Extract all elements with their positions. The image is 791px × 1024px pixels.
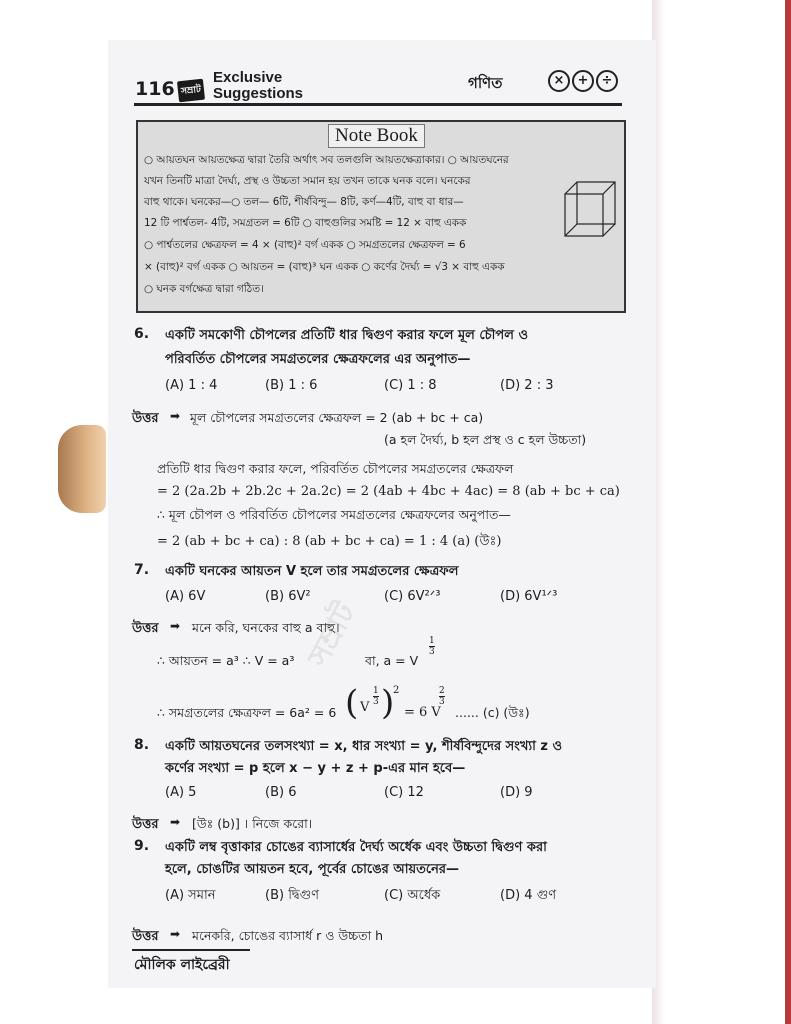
q7-option-c: (C) 6V²ᐟ³ [384, 589, 441, 604]
q9-answer-label: উত্তর [132, 929, 159, 944]
q7-answer-1: মনে করি, ঘনকের বাহু a বাহু। [192, 620, 340, 635]
frac-den: 3 [439, 697, 445, 707]
q8-text-2: কর্ণের সংখ্যা = p হলে x − y + z + p-এর মান হবে— [165, 761, 466, 776]
note-line: × (বাহু)² বর্গ একক ○ আয়তন = (বাহু)³ ঘন একক ○ কর্ণের দৈর্ঘ্য = √3 × বাহু একক [144, 261, 505, 273]
arrow-icon: ➡ [170, 619, 181, 633]
page-number: 116 [135, 78, 175, 100]
times-icon: × [548, 70, 570, 92]
q7-answer-3c: ...... (c) (উঃ) [455, 705, 530, 720]
q9-number: 9. [134, 838, 150, 854]
note-line: যখন তিনটি মাত্রা দৈর্ঘ্য, প্রস্থ ও উচ্চতা সমান হয় তখন তাকে ঘনক বলে। ঘনকের [144, 175, 471, 187]
watermark: সম্রাট [301, 597, 364, 673]
q8-option-b: (B) 6 [265, 785, 297, 800]
q8-option-a: (A) 5 [165, 785, 197, 800]
header-rule [134, 103, 622, 106]
q7-twothird-exponent [439, 686, 445, 707]
q7-option-b: (B) 6V² [265, 589, 311, 604]
q7-answer-3a: ∴ সমগ্রতলের ক্ষেত্রফল = 6a² = 6 [157, 705, 337, 720]
q6-answer-label: উত্তর [132, 411, 159, 426]
q6-option-c: (C) 1 : 8 [384, 378, 437, 393]
note-line: বাহু থাকে। ঘনকের—○ তল— 6টি, শীর্ষবিন্দু— 8টি, কর্ণ—4টি, বাহু বা ধার— [144, 196, 464, 208]
note-line: ○ আয়তঘন আয়তক্ষেত্র দ্বারা তৈরি অর্থাৎ সব তলগুলি আয়তক্ষেত্রাকার। ○ আয়তঘনের [144, 154, 509, 166]
q7-exponent-fraction [429, 636, 435, 657]
subject-title: গণিত [468, 74, 503, 92]
q9-option-b: (B) দ্বিগুণ [265, 888, 320, 903]
paren-open: ( [345, 683, 359, 723]
q7-answer-label: উত্তর [132, 621, 159, 636]
frac-num: 1 [429, 636, 435, 646]
q6-answer-6: = 2 (ab + bc + ca) : 8 (ab + bc + ca) = 1 : 4 (a) (উঃ) [157, 534, 502, 549]
q7-square: 2 [393, 685, 400, 696]
q9-option-d: (D) 4 গুণ [500, 888, 557, 903]
q7-option-d: (D) 6V¹ᐟ³ [500, 589, 558, 604]
page-edge [652, 0, 791, 1024]
arrow-icon: ➡ [170, 815, 181, 829]
q7-option-a: (A) 6V [165, 589, 206, 604]
q6-answer-5: ∴ মূল চৌপল ও পরিবর্তিত চৌপলের সমগ্রতলের ক্ষেত্রফলের অনুপাত— [157, 507, 511, 522]
paren-close: ) [381, 683, 395, 723]
q6-answer-1: মূল চৌপলের সমগ্রতলের ক্ষেত্রফল = 2 (ab + bc + ca) [190, 410, 484, 425]
thumb [58, 425, 106, 513]
note-line: ○ ঘনক বর্গক্ষেত্র দ্বারা গঠিত। [144, 283, 264, 295]
frac-den: 3 [373, 697, 379, 707]
q6-option-d: (D) 2 : 3 [500, 378, 554, 393]
divide-icon: ÷ [596, 70, 618, 92]
q6-number: 6. [134, 326, 150, 342]
q7-answer-2b: বা, a = V [365, 653, 419, 668]
q8-answer-1: [উঃ (b)] । নিজে করো। [192, 816, 313, 831]
q7-number: 7. [134, 562, 150, 578]
q8-number: 8. [134, 737, 150, 753]
book-cover-edge [785, 0, 791, 1024]
q9-text-1: একটি লম্ব বৃত্তাকার চোঙের ব্যাসার্ধের দৈর্ঘ্য অর্ধেক এবং উচ্চতা দ্বিগুণ করা [165, 840, 547, 855]
q6-option-b: (B) 1 : 6 [265, 378, 318, 393]
frac-num: 2 [439, 686, 445, 696]
frac-num: 1 [373, 686, 379, 696]
q6-answer-4: = 2 (2a.2b + 2b.2c + 2a.2c) = 2 (4ab + 4bc + 4ac) = 8 (ab + bc + ca) [157, 484, 620, 499]
q8-option-c: (C) 12 [384, 785, 424, 800]
q6-option-a: (A) 1 : 4 [165, 378, 218, 393]
q7-answer-3b: = 6 V [404, 705, 441, 720]
q8-option-d: (D) 9 [500, 785, 533, 800]
note-line: 12 টি পার্শ্বতল- 4টি, সমগ্রতল = 6টি ○ বাহুগুলির সমষ্টি = 12 × বাহু একক [144, 217, 467, 229]
frac-den: 3 [429, 647, 435, 657]
q9-option-c: (C) অর্ধেক [384, 888, 441, 903]
q8-text-1: একটি আয়তঘনের তলসংখ্যা = x, ধার সংখ্যা = y, শীর্ষবিন্দুদের সংখ্যা z ও [165, 739, 563, 754]
q6-text-2: পরিবর্তিত চৌপলের সমগ্রতলের ক্ষেত্রফলের এর অনুপাত— [165, 352, 471, 367]
plus-icon: + [572, 70, 594, 92]
q6-answer-3: প্রতিটি ধার দ্বিগুণ করার ফলে, পরিবর্তিত চৌপলের সমগ্রতলের ক্ষেত্রফল [157, 461, 514, 476]
q7-text-1: একটি ঘনকের আয়তন V হলে তার সমগ্রতলের ক্ষেত্রফল [165, 564, 459, 579]
q9-answer-1: মনেকরি, চোঙের ব্যাসার্ধ r ও উচ্চতা h [192, 928, 384, 943]
note-book-title: Note Book [328, 124, 425, 148]
brand-line1: Exclusive [213, 69, 283, 86]
math-ops-icon [548, 70, 618, 92]
brand-badge: সম্রাট [177, 79, 205, 103]
brand-title [213, 70, 303, 102]
q8-answer-label: উত্তর [132, 817, 159, 832]
q6-text-1: একটি সমকোণী চৌপলের প্রতিটি ধার দ্বিগুণ করার ফলে মূল চৌপল ও [165, 328, 529, 343]
cube-icon [563, 180, 618, 240]
arrow-icon: ➡ [170, 927, 181, 941]
brand-line2: Suggestions [213, 85, 304, 102]
arrow-icon: ➡ [170, 409, 181, 423]
q7-v: V [360, 700, 370, 715]
q9-text-2: হলে, চোঙটির আয়তন হবে, পূর্বের চোঙের আয়তনের— [165, 862, 460, 877]
note-line: ○ পার্শ্বতলের ক্ষেত্রফল = 4 × (বাহু)² বর্গ একক ○ সমগ্রতলের ক্ষেত্রফল = 6 [144, 239, 466, 251]
q6-answer-2: (a হল দৈর্ঘ্য, b হল প্রস্থ ও c হল উচ্চতা) [384, 432, 587, 447]
q9-option-a: (A) সমান [165, 888, 216, 903]
note-book-box [136, 120, 626, 313]
footer-label: মৌলিক লাইব্রেরী [134, 957, 230, 973]
q7-third-exponent [373, 686, 379, 707]
footer-rule [132, 949, 250, 951]
q7-answer-2a: ∴ আয়তন = a³ ∴ V = a³ [157, 653, 295, 668]
